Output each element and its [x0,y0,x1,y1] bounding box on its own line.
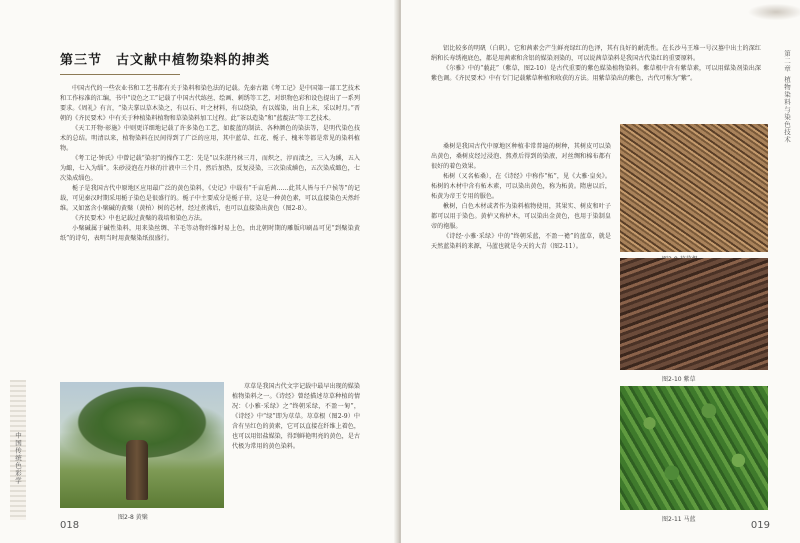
paragraph: 《尔雅》中的“藐茈”（紫草，图2-10）是古代重要的紫色媒染植物染料。紫草根中含有紫草素，可以用媒染剂染出深紫色调。《齐民要术》中有专门记载紫草种植和收获的方法。用紫草染出的紫色，古代可称为“紫”。 [431,65,761,82]
paragraph: 桑树是我国古代中原地区种植非常普遍的树种，其树皮可以染出黄色，桑树皮经过浸泡、熬煮后得到的染液，对丝绸和棉布都有很好的着色效果。 [431,143,611,170]
paragraph: 中国古代的一些农业书和工艺书都有关于染料和染色法的记载。先秦古籍《考工记》是中国第一部工艺技术和工作标准的汇编，书中“设色之工”记载了中国古代练丝、绘画、刺绣等工艺，对织物色彩和设色提出了一系列要求。《周礼》有言，“染夫掌以草木染之，有以石、叶之材料，有以绕染，有以媒染，出自上末，采以时月。”晋朝的《齐民要术》中有关于种植染料植物和草染染料加工过程。此“茶以造染”和“蓝靛法”等工艺技术。 [60,85,360,122]
ink-decoration [720,0,800,40]
paragraph: 《诗经·小雅·采绿》中的“终朝采蓝，不盈一襜”的蓝草，就是天然蓝染料的来源，马蓝也就是今天的大青（图2-11）。 [431,233,611,250]
section-heading: 古文献中植物染料的抻类 [116,52,271,68]
page-number: 018 [60,520,80,531]
paragraph: 楸树，白色木材或者作为染料植物使用，其果实、树皮和叶子都可以用于染色。黄栌又称栌木，可以染出金黄色，也用于染制皇帝的袍服。 [431,203,611,230]
left-column-bottom [232,382,360,452]
side-label: 第二章 植物染料与染色技术 [783,50,791,144]
right-column-top [431,44,761,84]
section-number: 第三节 [60,52,103,68]
figure-caption: 图2-11 马蓝 [662,516,696,523]
tree-trunk [126,440,148,500]
paragraph: 《考工记·钟氏》中曾记载“染羽”的操作工艺：先是“以朱湛丹秫三月，而炽之，淳而渍之，三入为纁，五入为緅，七入为缁”。朱砂浸泡在丹秫的汁液中三个月，然后加热，反复浸染，三次染成纁色，五次染成緅色，七次染成缁色。 [60,155,360,182]
jincao-root-photo [620,124,768,252]
paragraph: 栀子是我国古代中原地区应用最广泛的黄色染料，《史记》中载有“千亩巵茜……此其人皆与千户侯等”的记载，可见秦汉时期采用栀子染色是很盛行的。栀子中主要成分是栀子苷，这是一种黄色素，可以直接染色天然纤维。又如富含小檗碱的黄檗（黄柏）树的芯材，经过煮沸后，也可以直接染出黄色（图2-8）。 [60,185,360,212]
page-number: 019 [750,520,770,531]
paragraph: 荩草是我国古代文字记载中最早出现的媒染植物染料之一。《诗经》曾经描述荩草种植的情况：《小雅·采绿》之“终朝采绿，不盈一匊”，《诗经》中“绿”即为荩草。荩草根（图2-9）中含有呈红色的黄素，它可以直接在纤维上着色，也可以用铝盐媒染，得到鲜艳明亮的黄色，是古代极为常用的黄色染料。 [232,383,360,450]
side-label: 中国传统色彩学 [14,432,22,485]
malan-photo [620,386,768,510]
left-column-top [60,84,360,244]
paragraph: 柘树（又名柘桑），在《诗经》中称作“柘”，见《大雅·皇矣》。柘树的木材中含有柘木素，可以染出黄色，称为柘黄。隋唐以后，柘黄为帝王专用的服色。 [431,173,611,200]
left-page [0,0,399,543]
paragraph: 《齐民要术》中也记载过黄檗的栽培和染色方法。 [72,215,207,222]
paragraph: 《天工开物·彰施》中则更详细地记载了许多染色工艺，如靛蓝的制法、各种颜色的染法等，是明代染色技术的总结。明清以来，植物染料在民间得到了广泛的应用，其中蓝草、红花、栀子、槐米等都是常见的染料植物。 [60,125,360,152]
figure-caption: 图2-10 紫草 [662,376,696,383]
right-column-lower [431,142,611,252]
paragraph: 小檗碱属于碱性染料，用来染丝绸、羊毛等动物纤维时易上色，由北朝时期的雕版印刷品可见“到檗染黄纸”的诗句，表明当时用黄檗染纸很盛行。 [60,225,360,242]
figure-caption: 图2-8 黄檗 [118,514,148,521]
paragraph: 铝比较多的明矾（白矾），它和茜素会产生鲜亮绿红的色泽，其有良好的耐洗性。在长沙马王堆一号汉墓中出土的深红绢和长寿绣袍底色，都是用茜素和含铝的媒染剂染的，可以说茜草染料是我国古代染红的重要原料。 [431,45,761,62]
zicao-photo [620,258,768,370]
title-rule [60,74,180,75]
section-title [60,44,360,72]
